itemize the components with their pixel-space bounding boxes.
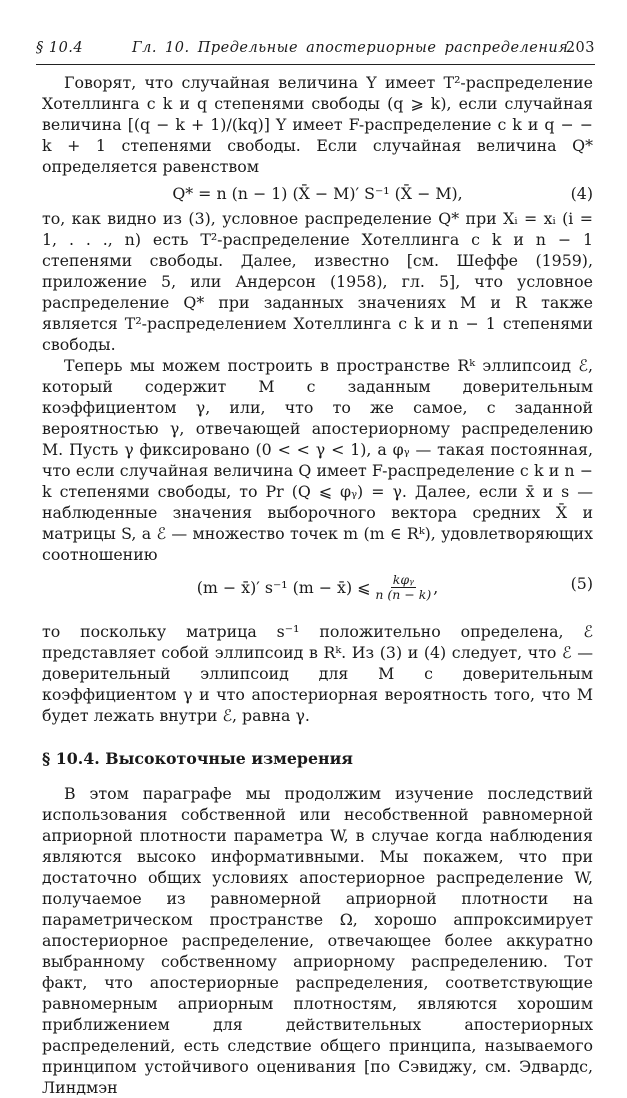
equation-4 xyxy=(42,183,593,204)
paragraph-high-precision: В этом параграфе мы продолжим изучение последствий использования собственной или несобственной равномерной априорной плотности параметра W, в случае когда наблюдения являются высоко информативными. Мы покажем, что при достаточно общих условиях апостериорное распределение W, получаемое из равномерной априорной плотности на параметрическом пространстве Ω, хорошо аппроксимирует апостериорное распределение, отвечающее более аккуратно выбранному собственному априорному распределению. Тот факт, что апостериорные распределения, соответствующие равномерным априорным плотностям, являются хорошим приближением для действительных апостериорных распределений, есть следствие общего принципа, называемого принципом устойчивого оценивания [по Сэвиджу, см. Эдвардс, Линдмэн xyxy=(42,784,593,1097)
page-number: 203 xyxy=(565,40,595,56)
running-header xyxy=(36,40,595,64)
paragraph-hotelling-definition: Говорят, что случайная величина Y имеет T²-распределение Хотеллинга с k и q степенями свободы (q ⩾ k), если случайная величина [(q − k + 1)/(kq)] Y имеет F-распределение с k и q − − k + 1 степенями свободы. Если случайная величина Q* определяется равенством xyxy=(42,73,593,176)
equation-5-denominator: n (n − k) xyxy=(375,587,432,602)
paragraph-conditional-distribution: то, как видно из (3), условное распределение Q* при Xᵢ = xᵢ (i = 1, . . ., n) есть T²-распределение Хотеллинга с k и n − 1 степенями свободы. Далее, известно [см. Шеффе (1959), приложение 5, или Андерсон (1958), гл. 5], что условное распределение Q* при заданных значениях M и R также является T²-распределением Хотеллинга с k и n − 1 степенями свободы. xyxy=(42,209,593,354)
equation-5-trail: , xyxy=(433,578,439,597)
equation-5-lhs: (m − x̄)′ s⁻¹ (m − x̄) ⩽ xyxy=(196,578,371,597)
equation-5-fraction xyxy=(373,573,433,602)
header-rule xyxy=(36,64,595,65)
header-section: § 10.4 xyxy=(36,40,84,56)
equation-5-numerator: kφᵧ xyxy=(392,572,414,587)
equation-4-number: (4) xyxy=(570,184,593,203)
paragraph-ellipsoid: Теперь мы можем построить в пространстве Rᵏ эллипсоид ℰ, который содержит M с заданным доверительным коэффициентом γ, или, что то же самое, с заданной вероятностью γ, отвечающей апостериорному распределению M. Пусть γ фиксировано (0 < < γ < 1), а φᵧ — такая постоянная, что если случайная величина Q имеет F-распределение с k и n − k степенями свободы, то Pr (Q ⩽ φᵧ) = γ. Далее, если x̄ и s — наблюденные значения выборочного вектора средних X̄ и матрицы S, а ℰ — множество точек m (m ∈ Rᵏ), удовлетворяющих соотношению xyxy=(42,356,593,564)
equation-5 xyxy=(42,573,593,613)
page-body xyxy=(42,72,593,1098)
equation-4-expr: Q* = n (n − 1) (X̄ − M)′ S⁻¹ (X̄ − M), xyxy=(172,184,463,203)
equation-5-number: (5) xyxy=(570,574,593,593)
section-heading: § 10.4. Высокоточные измерения xyxy=(42,749,353,768)
header-title: Гл. 10. Предельные апостериорные распределения xyxy=(132,40,569,56)
paragraph-confidence-ellipsoid: то поскольку матрица s⁻¹ положительно определена, ℰ представляет собой эллипсоид в Rᵏ. Из (3) и (4) следует, что ℰ — доверительный эллипсоид для M с доверительным коэффициентом γ и что апостериорная вероятность того, что M будет лежать внутри ℰ, равна γ. xyxy=(42,622,593,725)
